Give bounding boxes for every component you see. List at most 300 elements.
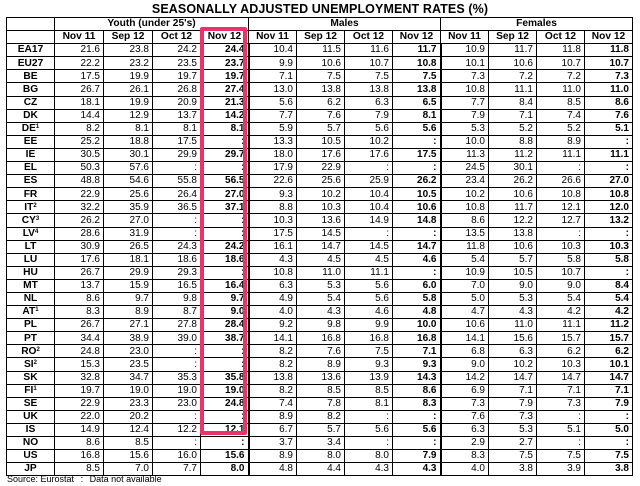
period-header: Nov 11 xyxy=(249,31,297,44)
youth-value: 7.7 xyxy=(153,463,201,476)
youth-value: 8.3 xyxy=(55,306,104,319)
youth-value: 8.2 xyxy=(55,122,104,135)
males-value: 8.0 xyxy=(345,450,393,463)
country-code xyxy=(7,240,55,253)
youth-value: 23.3 xyxy=(104,397,153,410)
country-code xyxy=(7,253,55,266)
country-code-text: EL xyxy=(23,162,38,174)
females-value: 5.2 xyxy=(489,122,537,135)
table-row xyxy=(7,371,633,384)
females-value: 11.8 xyxy=(441,240,489,253)
males-value: 9.2 xyxy=(249,319,297,332)
males-value: 5.7 xyxy=(297,122,345,135)
country-code-text: US xyxy=(23,450,38,462)
youth-value: : xyxy=(201,227,249,240)
males-value: 8.2 xyxy=(297,410,345,423)
youth-value: : xyxy=(201,135,249,148)
females-value: : xyxy=(585,410,633,423)
youth-value: 23.2 xyxy=(104,57,153,70)
males-value: 10.3 xyxy=(297,201,345,214)
youth-value: 18.6 xyxy=(201,253,249,266)
females-value: 24.5 xyxy=(441,162,489,175)
females-value: 4.7 xyxy=(441,306,489,319)
table-body xyxy=(7,44,633,476)
males-value: 17.9 xyxy=(249,162,297,175)
males-value: 5.6 xyxy=(393,122,441,135)
males-value: 8.2 xyxy=(249,345,297,358)
youth-value: 28.6 xyxy=(55,227,104,240)
table-row xyxy=(7,175,633,188)
females-value: 8.4 xyxy=(489,96,537,109)
males-value: 17.5 xyxy=(249,227,297,240)
country-code-text: HU xyxy=(23,267,38,279)
females-value: 11.1 xyxy=(585,148,633,161)
youth-value: 25.6 xyxy=(104,188,153,201)
youth-value: 24.3 xyxy=(153,240,201,253)
youth-value: 15.6 xyxy=(201,450,249,463)
table-row xyxy=(7,70,633,83)
males-value: 13.8 xyxy=(393,83,441,96)
country-code xyxy=(7,175,55,188)
table-row xyxy=(7,96,633,109)
males-value: : xyxy=(393,410,441,423)
country-code xyxy=(7,135,55,148)
females-value: 10.9 xyxy=(441,44,489,57)
females-value: 7.2 xyxy=(537,70,585,83)
females-value: 7.1 xyxy=(489,109,537,122)
males-value: 8.0 xyxy=(297,450,345,463)
females-value: : xyxy=(537,162,585,175)
males-value: 6.2 xyxy=(297,96,345,109)
females-value: 10.3 xyxy=(585,240,633,253)
males-value: 5.6 xyxy=(345,292,393,305)
males-value: 10.7 xyxy=(345,57,393,70)
males-value: 17.6 xyxy=(345,148,393,161)
youth-value: 36.5 xyxy=(153,201,201,214)
males-value: 4.4 xyxy=(297,463,345,476)
females-value: 6.8 xyxy=(441,345,489,358)
youth-value: 12.1 xyxy=(201,423,249,436)
females-value: 8.4 xyxy=(585,279,633,292)
country-code-text: IT xyxy=(24,201,34,213)
youth-value: 29.3 xyxy=(153,266,201,279)
females-value: 7.5 xyxy=(537,450,585,463)
country-code-text: IE xyxy=(25,149,36,161)
country-code-text: AT xyxy=(22,306,36,318)
females-value: 8.8 xyxy=(489,135,537,148)
females-value: 7.0 xyxy=(441,279,489,292)
youth-value: 23.5 xyxy=(153,57,201,70)
youth-value: 13.7 xyxy=(55,279,104,292)
females-value: 6.3 xyxy=(489,345,537,358)
youth-value: 19.7 xyxy=(201,70,249,83)
females-value: 5.1 xyxy=(537,423,585,436)
country-code-text: FR xyxy=(23,188,38,200)
group-header-males: Males xyxy=(249,18,441,31)
country-code xyxy=(7,437,55,450)
females-value: 14.2 xyxy=(441,371,489,384)
males-value: 14.7 xyxy=(393,240,441,253)
males-value: 22.6 xyxy=(249,175,297,188)
females-value: 7.9 xyxy=(489,397,537,410)
females-value: 5.4 xyxy=(585,292,633,305)
country-code-text: SI xyxy=(24,358,34,370)
males-value: 14.8 xyxy=(393,214,441,227)
males-value: 5.3 xyxy=(297,279,345,292)
period-header: Sep 12 xyxy=(489,31,537,44)
males-value: 13.6 xyxy=(297,214,345,227)
males-value: 10.5 xyxy=(297,135,345,148)
males-value: 10.4 xyxy=(249,44,297,57)
males-value: 5.6 xyxy=(249,96,297,109)
youth-value: 12.9 xyxy=(104,109,153,122)
table-row xyxy=(7,292,633,305)
males-value: 14.3 xyxy=(393,371,441,384)
females-value: 6.2 xyxy=(537,345,585,358)
males-value: 4.8 xyxy=(393,306,441,319)
males-value: 11.5 xyxy=(297,44,345,57)
youth-value: 56.5 xyxy=(201,175,249,188)
youth-value: 26.1 xyxy=(104,83,153,96)
males-value: 13.8 xyxy=(345,83,393,96)
period-header-row xyxy=(7,31,633,44)
females-value: 10.1 xyxy=(585,358,633,371)
males-value: 9.9 xyxy=(249,57,297,70)
youth-value: 18.1 xyxy=(55,96,104,109)
group-header-youth: Youth (under 25's) xyxy=(55,18,249,31)
males-value: 3.4 xyxy=(297,437,345,450)
males-value: 14.9 xyxy=(345,214,393,227)
males-value: 14.7 xyxy=(297,240,345,253)
youth-value: : xyxy=(153,162,201,175)
females-value: 7.9 xyxy=(441,109,489,122)
males-value: 10.8 xyxy=(249,266,297,279)
females-value: 10.6 xyxy=(441,319,489,332)
males-value: : xyxy=(345,227,393,240)
youth-value: 8.1 xyxy=(201,122,249,135)
youth-value: 21.3 xyxy=(201,96,249,109)
males-value: 14.5 xyxy=(345,240,393,253)
males-value: 22.9 xyxy=(297,162,345,175)
males-value: 10.5 xyxy=(393,188,441,201)
country-code xyxy=(7,306,55,319)
males-value: 7.5 xyxy=(345,345,393,358)
country-code xyxy=(7,345,55,358)
youth-value: 8.6 xyxy=(55,437,104,450)
females-value: 15.6 xyxy=(489,332,537,345)
youth-value: 18.6 xyxy=(153,253,201,266)
males-value: 7.6 xyxy=(297,345,345,358)
youth-value: : xyxy=(201,214,249,227)
youth-value: 30.1 xyxy=(104,148,153,161)
males-value: 14.1 xyxy=(249,332,297,345)
males-value: : xyxy=(345,437,393,450)
youth-value: : xyxy=(153,358,201,371)
females-value: 15.7 xyxy=(585,332,633,345)
males-value: 8.2 xyxy=(249,358,297,371)
table-row xyxy=(7,214,633,227)
footnote-marker: 1 xyxy=(35,307,39,314)
country-code xyxy=(7,358,55,371)
youth-value: 9.7 xyxy=(201,292,249,305)
group-header-row xyxy=(7,18,633,31)
youth-value: 29.7 xyxy=(201,148,249,161)
males-value: 4.3 xyxy=(249,253,297,266)
period-header: Nov 11 xyxy=(55,31,104,44)
country-code xyxy=(7,122,55,135)
youth-value: 27.4 xyxy=(201,83,249,96)
males-value: : xyxy=(345,410,393,423)
males-value: 16.8 xyxy=(345,332,393,345)
youth-value: 34.7 xyxy=(104,371,153,384)
females-value: 5.0 xyxy=(441,292,489,305)
females-value: 11.0 xyxy=(585,83,633,96)
youth-value: 23.7 xyxy=(201,57,249,70)
females-value: 10.8 xyxy=(537,188,585,201)
country-code xyxy=(7,227,55,240)
youth-value: 26.8 xyxy=(153,83,201,96)
males-value: 13.9 xyxy=(345,371,393,384)
table-row xyxy=(7,306,633,319)
females-value: 14.7 xyxy=(537,371,585,384)
youth-value: : xyxy=(153,214,201,227)
males-value: 17.5 xyxy=(393,148,441,161)
youth-value: 24.2 xyxy=(201,240,249,253)
youth-value: 34.4 xyxy=(55,332,104,345)
country-code-text: NL xyxy=(23,293,38,305)
females-value: 10.7 xyxy=(585,57,633,70)
females-value: 11.2 xyxy=(489,148,537,161)
females-value: 12.7 xyxy=(537,214,585,227)
males-value: 5.6 xyxy=(345,122,393,135)
males-value: 4.8 xyxy=(249,463,297,476)
country-code xyxy=(7,70,55,83)
females-value: 10.7 xyxy=(537,266,585,279)
males-value: 10.2 xyxy=(297,188,345,201)
males-value: 7.8 xyxy=(297,397,345,410)
youth-value: : xyxy=(201,358,249,371)
footnote-marker: 2 xyxy=(36,346,40,353)
females-value: 10.3 xyxy=(537,358,585,371)
females-value: 5.8 xyxy=(585,253,633,266)
males-value: : xyxy=(393,437,441,450)
youth-value: 54.6 xyxy=(104,175,153,188)
females-value: 13.8 xyxy=(489,227,537,240)
females-value: 9.0 xyxy=(489,279,537,292)
males-value: 18.0 xyxy=(249,148,297,161)
males-value: 7.5 xyxy=(393,70,441,83)
males-value: : xyxy=(393,135,441,148)
males-value: 10.8 xyxy=(393,57,441,70)
females-value: 11.8 xyxy=(585,44,633,57)
table-row xyxy=(7,332,633,345)
females-value: 7.7 xyxy=(441,96,489,109)
females-value: 7.5 xyxy=(585,450,633,463)
footnote-marker: 4 xyxy=(34,228,39,235)
females-value: 10.6 xyxy=(489,188,537,201)
males-value: 13.8 xyxy=(297,83,345,96)
males-value: 16.8 xyxy=(297,332,345,345)
youth-value: 21.6 xyxy=(55,44,104,57)
table-row xyxy=(7,135,633,148)
table-row xyxy=(7,57,633,70)
youth-value: 15.6 xyxy=(104,450,153,463)
youth-value: 19.0 xyxy=(201,384,249,397)
youth-value: 23.0 xyxy=(104,345,153,358)
males-value: 9.3 xyxy=(393,358,441,371)
footer xyxy=(7,474,166,484)
youth-value: : xyxy=(153,345,201,358)
table-row xyxy=(7,109,633,122)
females-value: 5.3 xyxy=(489,423,537,436)
youth-value: 29.9 xyxy=(104,266,153,279)
table-row xyxy=(7,148,633,161)
youth-value: 26.2 xyxy=(55,214,104,227)
youth-value: : xyxy=(201,437,249,450)
country-code-text: RO xyxy=(21,345,37,357)
youth-value: 37.1 xyxy=(201,201,249,214)
females-value: 5.4 xyxy=(441,253,489,266)
females-value: 3.8 xyxy=(585,463,633,476)
country-code-text: UK xyxy=(23,411,38,423)
females-value: 13.2 xyxy=(585,214,633,227)
youth-value: 8.1 xyxy=(104,122,153,135)
males-value: 5.4 xyxy=(297,292,345,305)
youth-value: 15.9 xyxy=(104,279,153,292)
females-value: 10.5 xyxy=(489,266,537,279)
youth-value: 8.5 xyxy=(55,463,104,476)
youth-value: : xyxy=(153,437,201,450)
country-code-text: JP xyxy=(24,463,37,475)
males-value: 6.5 xyxy=(393,96,441,109)
youth-value: : xyxy=(201,410,249,423)
females-value: 7.9 xyxy=(585,397,633,410)
females-value: 2.7 xyxy=(489,437,537,450)
youth-value: 24.2 xyxy=(153,44,201,57)
youth-value: 16.5 xyxy=(153,279,201,292)
period-header: Nov 12 xyxy=(201,31,249,44)
youth-value: 32.8 xyxy=(55,371,104,384)
males-value: 4.3 xyxy=(393,463,441,476)
period-header: Oct 12 xyxy=(153,31,201,44)
country-code xyxy=(7,266,55,279)
youth-value: 22.0 xyxy=(55,410,104,423)
females-value: : xyxy=(537,410,585,423)
females-value: 8.6 xyxy=(585,96,633,109)
table-row xyxy=(7,358,633,371)
females-value: 11.7 xyxy=(489,201,537,214)
males-value: 7.1 xyxy=(249,70,297,83)
country-code xyxy=(7,384,55,397)
youth-value: 35.9 xyxy=(104,201,153,214)
females-value: 5.0 xyxy=(585,423,633,436)
country-code xyxy=(7,332,55,345)
table-row xyxy=(7,345,633,358)
table-row xyxy=(7,423,633,436)
corner-cell xyxy=(7,18,55,31)
males-value: 7.4 xyxy=(249,397,297,410)
youth-value: 24.4 xyxy=(201,44,249,57)
youth-value: 38.9 xyxy=(104,332,153,345)
table-row xyxy=(7,279,633,292)
youth-value: 26.7 xyxy=(55,83,104,96)
females-value: 10.8 xyxy=(441,201,489,214)
youth-value: 30.5 xyxy=(55,148,104,161)
youth-value: 20.9 xyxy=(153,96,201,109)
males-value: 9.8 xyxy=(297,319,345,332)
males-value: : xyxy=(345,162,393,175)
males-value: 11.6 xyxy=(345,44,393,57)
females-value: 7.4 xyxy=(537,109,585,122)
youth-value: 35.8 xyxy=(201,371,249,384)
period-header: Sep 12 xyxy=(297,31,345,44)
females-value: 11.1 xyxy=(537,148,585,161)
males-value: 8.5 xyxy=(345,384,393,397)
table-row xyxy=(7,384,633,397)
country-code xyxy=(7,57,55,70)
youth-value: 30.9 xyxy=(55,240,104,253)
females-value: 10.8 xyxy=(441,83,489,96)
females-value: 5.1 xyxy=(585,122,633,135)
youth-value: 27.0 xyxy=(104,214,153,227)
country-code xyxy=(7,44,55,57)
females-value: 26.6 xyxy=(537,175,585,188)
youth-value: 8.6 xyxy=(55,292,104,305)
youth-value: 26.5 xyxy=(104,240,153,253)
country-code xyxy=(7,201,55,214)
females-value: 3.9 xyxy=(537,463,585,476)
females-value: 7.2 xyxy=(489,70,537,83)
youth-value: 9.7 xyxy=(104,292,153,305)
males-value: 14.5 xyxy=(297,227,345,240)
country-code xyxy=(7,188,55,201)
females-value: 6.2 xyxy=(585,345,633,358)
country-code-text: ES xyxy=(23,175,38,187)
males-value: 9.9 xyxy=(345,319,393,332)
females-value: 26.2 xyxy=(489,175,537,188)
males-value: 10.4 xyxy=(345,201,393,214)
males-value: : xyxy=(393,162,441,175)
females-value: 5.3 xyxy=(441,122,489,135)
males-value: 5.6 xyxy=(345,423,393,436)
youth-value: : xyxy=(153,410,201,423)
youth-value: 17.5 xyxy=(55,70,104,83)
females-value: 7.1 xyxy=(537,384,585,397)
females-value: 7.3 xyxy=(441,397,489,410)
females-value: 11.1 xyxy=(489,83,537,96)
females-value: 11.1 xyxy=(537,319,585,332)
males-value: 9.3 xyxy=(249,188,297,201)
country-code-text: BE xyxy=(23,70,38,82)
country-code xyxy=(7,96,55,109)
males-value: 7.9 xyxy=(345,109,393,122)
country-code-text: PT xyxy=(23,332,38,344)
youth-value: 38.7 xyxy=(201,332,249,345)
males-value: 16.1 xyxy=(249,240,297,253)
country-code xyxy=(7,148,55,161)
period-header: Nov 12 xyxy=(393,31,441,44)
table-row xyxy=(7,188,633,201)
country-code xyxy=(7,83,55,96)
table-row xyxy=(7,240,633,253)
males-value: 11.0 xyxy=(297,266,345,279)
table-row xyxy=(7,201,633,214)
youth-value: 14.4 xyxy=(55,109,104,122)
youth-value: 32.2 xyxy=(55,201,104,214)
females-value: 3.8 xyxy=(489,463,537,476)
males-value: 13.8 xyxy=(249,371,297,384)
youth-value: 8.1 xyxy=(153,122,201,135)
